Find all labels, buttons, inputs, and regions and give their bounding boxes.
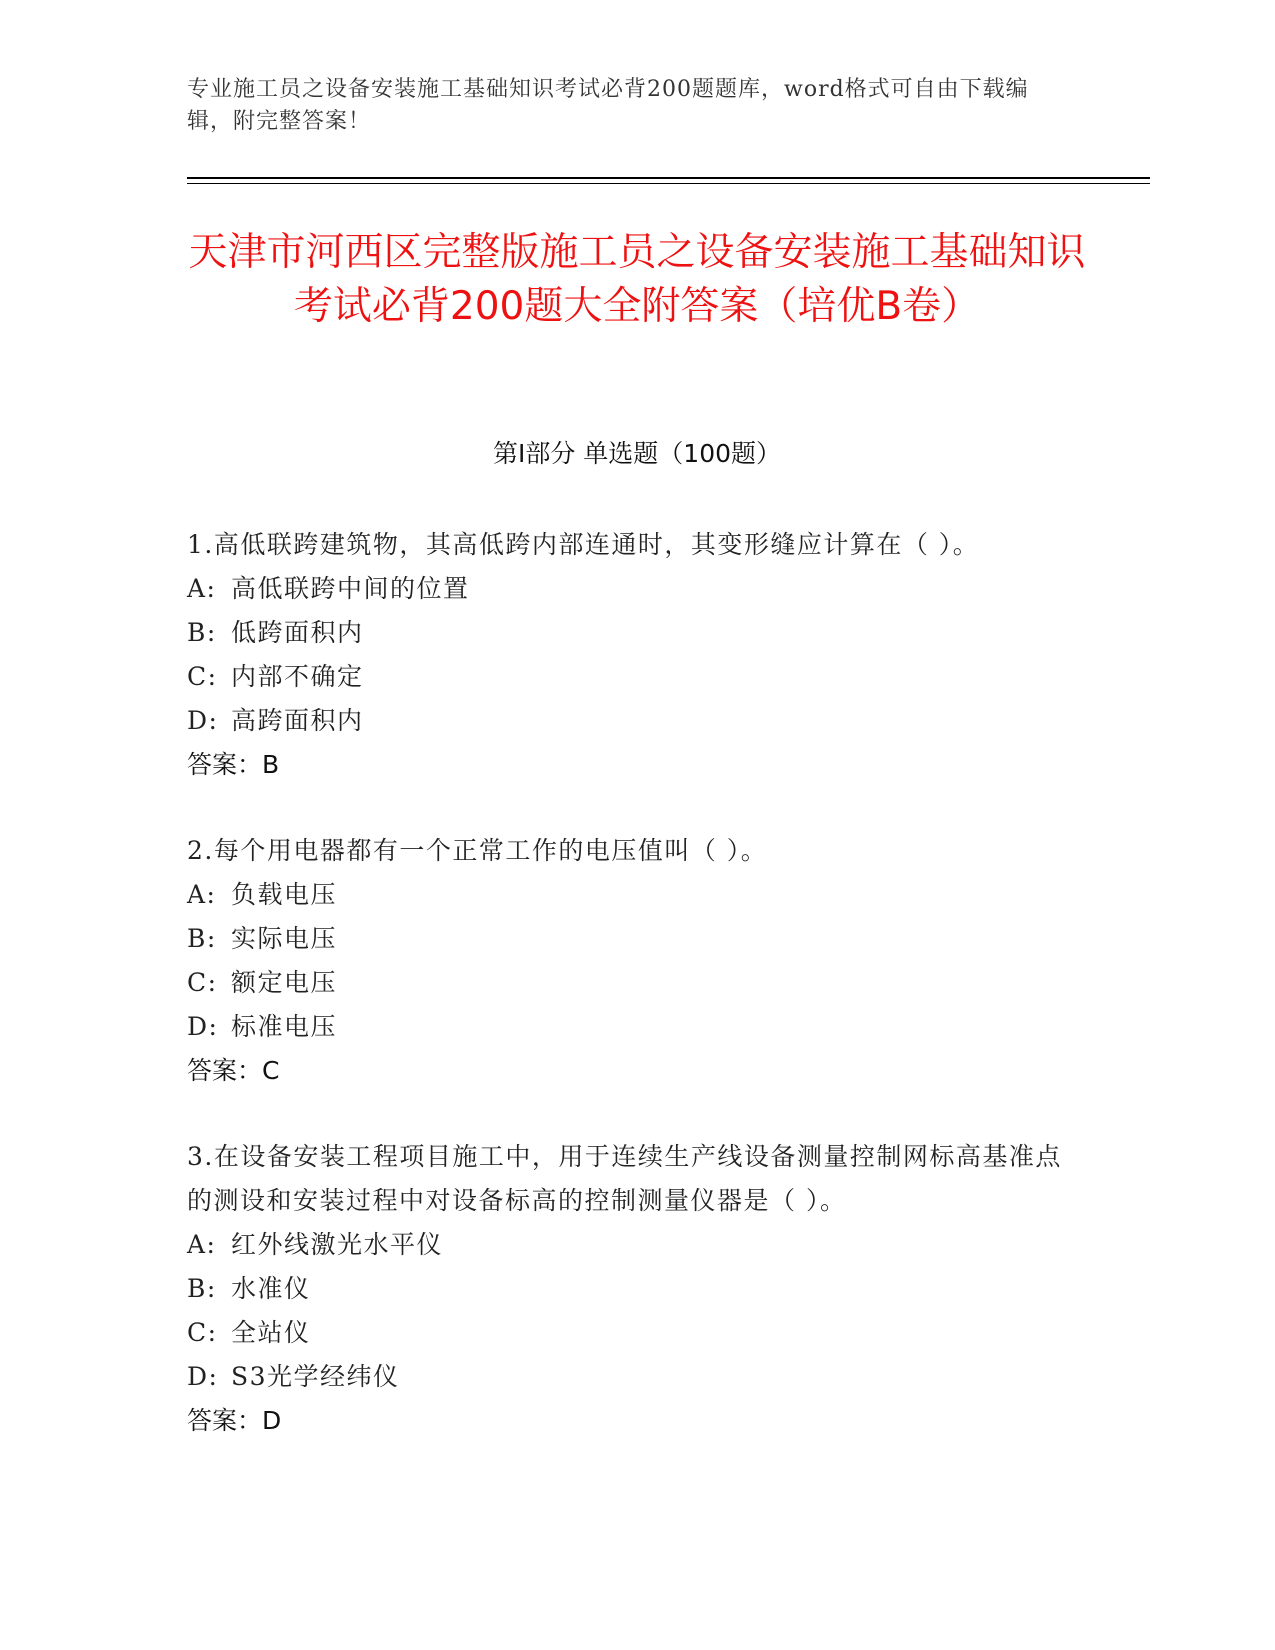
- answer-line: 答案：C: [187, 1056, 280, 1085]
- answer-line: 答案：D: [187, 1406, 282, 1435]
- question-list: [187, 523, 1067, 1485]
- question-stem: 2.每个用电器都有一个正常工作的电压值叫（ ）。: [187, 836, 768, 865]
- option-letter: C:: [187, 1318, 218, 1347]
- option-letter: A:: [187, 574, 217, 603]
- option-text: 实际电压: [231, 924, 338, 953]
- option-letter: D:: [187, 706, 219, 735]
- question-2: [187, 829, 1067, 1093]
- option-letter: D:: [187, 1012, 219, 1041]
- question-stem: 1.高低联跨建筑物，其高低跨内部连通时，其变形缝应计算在（ ）。: [187, 530, 980, 559]
- option-b: [187, 611, 1067, 655]
- answer-line: 答案：B: [187, 750, 280, 779]
- option-text: 负载电压: [231, 880, 338, 909]
- document-title: 天津市河西区完整版施工员之设备安装施工基础知识考试必背200题大全附答案（培优B卷）: [188, 230, 1086, 329]
- question-stem: 3.在设备安装工程项目施工中，用于连续生产线设备测量控制网标高基准点的测设和安装过程中对设备标高的控制测量仪器是（ ）。: [187, 1142, 1062, 1215]
- option-text: 高跨面积内: [231, 706, 364, 735]
- option-letter: A:: [187, 1230, 217, 1259]
- option-text: S3光学经纬仪: [231, 1362, 400, 1391]
- option-d: [187, 1355, 1067, 1399]
- option-a: [187, 1223, 1067, 1267]
- section-title: 第I部分 单选题（100题）: [492, 439, 782, 468]
- option-b: [187, 917, 1067, 961]
- option-letter: B:: [187, 618, 217, 647]
- option-d: [187, 699, 1067, 743]
- option-text: 低跨面积内: [231, 618, 364, 647]
- option-a: [187, 567, 1067, 611]
- option-letter: B:: [187, 924, 217, 953]
- option-text: 标准电压: [231, 1012, 338, 1041]
- option-text: 额定电压: [231, 968, 338, 997]
- option-text: 红外线激光水平仪: [231, 1230, 444, 1259]
- option-text: 高低联跨中间的位置: [231, 574, 470, 603]
- header-note: 专业施工员之设备安装施工基础知识考试必背200题题库，word格式可自由下载编辑，附完整答案！: [187, 77, 1029, 134]
- option-letter: A:: [187, 880, 217, 909]
- option-letter: B:: [187, 1274, 217, 1303]
- option-letter: D:: [187, 1362, 219, 1391]
- option-text: 内部不确定: [231, 662, 364, 691]
- option-letter: C:: [187, 968, 218, 997]
- option-c: [187, 961, 1067, 1005]
- option-d: [187, 1005, 1067, 1049]
- option-text: 水准仪: [231, 1274, 311, 1303]
- option-b: [187, 1267, 1067, 1311]
- option-text: 全站仪: [231, 1318, 311, 1347]
- option-c: [187, 655, 1067, 699]
- question-1: [187, 523, 1067, 787]
- header-rule-thick: [187, 177, 1150, 179]
- question-3: [187, 1135, 1067, 1443]
- header-rule-thin: [187, 183, 1150, 184]
- option-a: [187, 873, 1067, 917]
- option-c: [187, 1311, 1067, 1355]
- option-letter: C:: [187, 662, 218, 691]
